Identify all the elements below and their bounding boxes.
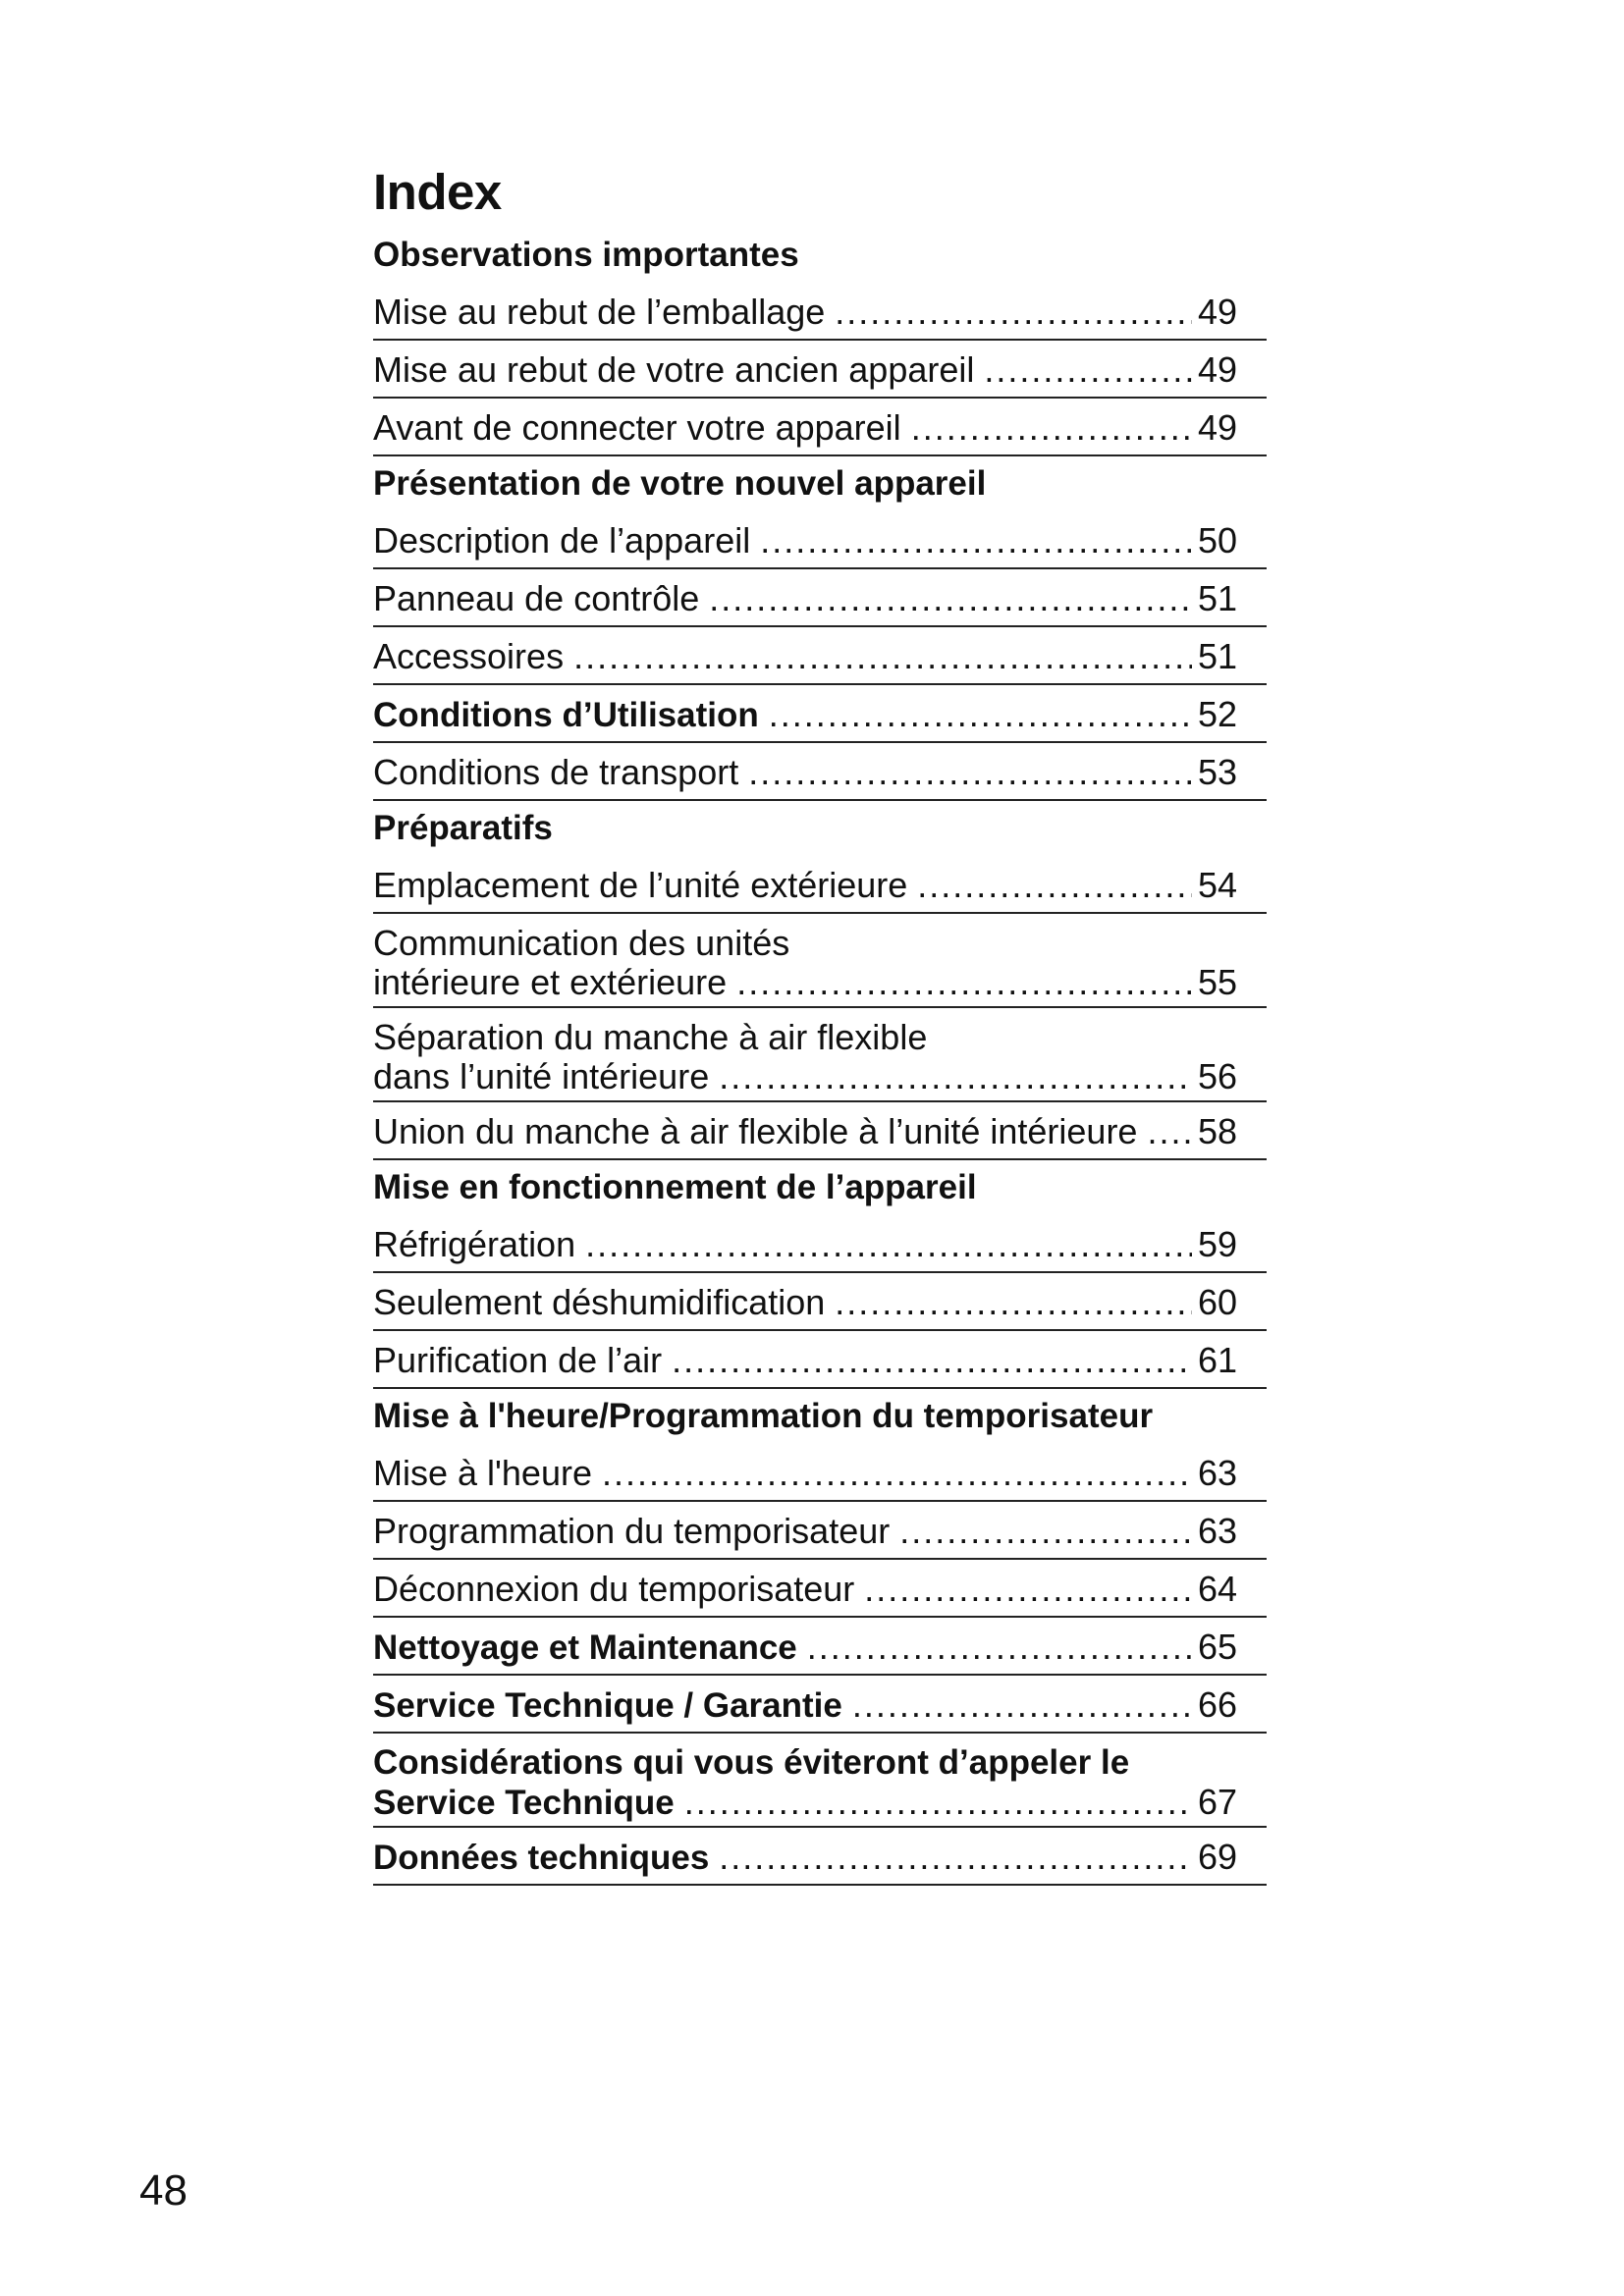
toc-entry-line (373, 695, 1237, 735)
toc-entry-page: 60 (1197, 1282, 1237, 1322)
toc-entry-line (373, 637, 1237, 676)
dot-leader (602, 1454, 1192, 1493)
toc-entry[interactable] (373, 743, 1267, 801)
toc-entry-title: Emplacement de l’unité extérieure (373, 865, 908, 905)
dot-leader (899, 1512, 1192, 1551)
toc-entry-page: 53 (1197, 752, 1237, 792)
toc-entry-line (373, 1838, 1237, 1878)
toc-entry-line (373, 1341, 1237, 1380)
dot-leader (719, 1057, 1192, 1096)
toc-entry-page: 61 (1197, 1340, 1237, 1380)
toc-entry-title: Service Technique (373, 1784, 675, 1822)
table-of-contents (373, 157, 1267, 1886)
toc-entry[interactable] (373, 399, 1267, 456)
toc-entry-page: 51 (1197, 636, 1237, 676)
toc-entry-page: 69 (1197, 1837, 1237, 1877)
section-heading: Présentation de votre nouvel appareil (373, 464, 987, 503)
toc-entry[interactable] (373, 569, 1267, 627)
toc-entry-title: Déconnexion du temporisateur (373, 1569, 855, 1609)
toc-entry-title: Avant de connecter votre appareil (373, 407, 901, 448)
dot-leader (911, 408, 1192, 448)
toc-entry-title: Panneau de contrôle (373, 578, 700, 618)
toc-entry-title: Service Technique / Garantie (373, 1686, 842, 1725)
toc-entry[interactable] (373, 856, 1267, 914)
dot-leader (852, 1685, 1192, 1725)
toc-entry-page: 66 (1197, 1684, 1237, 1725)
toc-entry[interactable] (373, 1215, 1267, 1273)
toc-entry-title: Réfrigération (373, 1224, 576, 1264)
toc-entry[interactable] (373, 1008, 1267, 1102)
toc-entry-page: 67 (1197, 1782, 1237, 1822)
toc-entry-title: Seulement déshumidification (373, 1282, 826, 1322)
toc-entry[interactable] (373, 1676, 1267, 1734)
toc-body (373, 228, 1267, 1886)
toc-entry-title: Conditions de transport (373, 752, 739, 792)
toc-entry-line (373, 963, 1237, 1002)
toc-entry-title: Données techniques (373, 1839, 710, 1877)
toc-entry-line (373, 408, 1237, 448)
page-title: Index (373, 164, 502, 220)
toc-entry[interactable] (373, 283, 1267, 341)
dot-leader (835, 293, 1192, 332)
dot-leader (984, 350, 1192, 390)
toc-entry-title-line1: Séparation du manche à air flexible (373, 1017, 928, 1057)
toc-entry-title: Union du manche à air flexible à l’unité intérieure (373, 1111, 1138, 1151)
toc-entry-title: Purification de l’air (373, 1340, 663, 1380)
dot-leader (719, 1838, 1192, 1877)
dot-leader (835, 1283, 1192, 1322)
toc-entry[interactable] (373, 685, 1267, 743)
page-number: 48 (139, 2166, 188, 2215)
toc-entry-page: 56 (1197, 1056, 1237, 1096)
toc-entry-line (373, 866, 1237, 905)
toc-entry[interactable] (373, 1828, 1267, 1886)
toc-entry-line (373, 1454, 1237, 1493)
toc-entry-title-line1: Communication des unités (373, 923, 790, 963)
dot-leader (672, 1341, 1192, 1380)
dot-leader (807, 1628, 1192, 1667)
toc-entry[interactable] (373, 1734, 1267, 1828)
toc-entry-page: 63 (1197, 1511, 1237, 1551)
section-heading: Mise en fonctionnement de l’appareil (373, 1168, 977, 1206)
toc-entry-line (373, 1512, 1237, 1551)
dot-leader (684, 1783, 1192, 1822)
toc-entry-line (373, 521, 1237, 561)
toc-entry-page: 49 (1197, 407, 1237, 448)
dot-leader (769, 695, 1192, 734)
toc-entry-line (373, 1628, 1237, 1668)
toc-entry-line (373, 1057, 1237, 1096)
toc-entry-title: Programmation du temporisateur (373, 1511, 891, 1551)
toc-entry-title: Mise au rebut de l’emballage (373, 292, 826, 332)
dot-leader (864, 1570, 1192, 1609)
toc-entry-title: Mise au rebut de votre ancien appareil (373, 349, 975, 390)
dot-leader (1147, 1112, 1192, 1151)
toc-entry[interactable] (373, 1102, 1267, 1160)
dot-leader (736, 963, 1192, 1002)
toc-entry-page: 49 (1197, 292, 1237, 332)
toc-entry-page: 51 (1197, 578, 1237, 618)
toc-entry-title: Mise à l'heure (373, 1453, 592, 1493)
dot-leader (748, 753, 1192, 792)
toc-entry-line (373, 293, 1237, 332)
toc-entry[interactable] (373, 1444, 1267, 1502)
toc-entry-page: 50 (1197, 520, 1237, 561)
section-heading: Mise à l'heure/Programmation du temporisateur (373, 1397, 1154, 1435)
section-heading: Préparatifs (373, 809, 553, 847)
toc-entry-line (373, 753, 1237, 792)
toc-entry[interactable] (373, 914, 1267, 1008)
toc-entry[interactable] (373, 1273, 1267, 1331)
toc-entry-title: intérieure et extérieure (373, 962, 728, 1002)
toc-entry-title: Accessoires (373, 636, 565, 676)
toc-entry-line (373, 1225, 1237, 1264)
toc-entry[interactable] (373, 627, 1267, 685)
dot-leader (760, 521, 1192, 561)
toc-entry-page: 49 (1197, 349, 1237, 390)
toc-entry-page: 63 (1197, 1453, 1237, 1493)
toc-entry[interactable] (373, 1502, 1267, 1560)
toc-entry-title: Nettoyage et Maintenance (373, 1629, 797, 1667)
toc-entry-page: 58 (1197, 1111, 1237, 1151)
toc-entry-line (373, 1783, 1237, 1823)
toc-entry-line (373, 1570, 1237, 1609)
dot-leader (709, 579, 1192, 618)
section-heading: Observations importantes (373, 236, 799, 274)
toc-entry-page: 65 (1197, 1627, 1237, 1667)
toc-entry-line (373, 1685, 1237, 1726)
dot-leader (917, 866, 1192, 905)
toc-entry-title: Description de l’appareil (373, 520, 751, 561)
toc-entry-page: 55 (1197, 962, 1237, 1002)
toc-entry[interactable] (373, 1560, 1267, 1618)
toc-entry[interactable] (373, 1618, 1267, 1676)
toc-entry[interactable] (373, 511, 1267, 569)
dot-leader (573, 637, 1192, 676)
toc-entry[interactable] (373, 1331, 1267, 1389)
toc-entry-page: 54 (1197, 865, 1237, 905)
toc-entry-page: 52 (1197, 694, 1237, 734)
toc-entry-title: dans l’unité intérieure (373, 1056, 710, 1096)
toc-entry-title: Conditions d’Utilisation (373, 696, 759, 734)
toc-entry-page: 64 (1197, 1569, 1237, 1609)
toc-entry-title-line1: Considérations qui vous éviteront d’appeler le (373, 1743, 1130, 1782)
toc-entry-line (373, 1283, 1237, 1322)
toc-entry[interactable] (373, 341, 1267, 399)
toc-entry-line (373, 579, 1237, 618)
toc-entry-line (373, 1112, 1237, 1151)
dot-leader (585, 1225, 1192, 1264)
toc-entry-line (373, 350, 1237, 390)
toc-entry-page: 59 (1197, 1224, 1237, 1264)
